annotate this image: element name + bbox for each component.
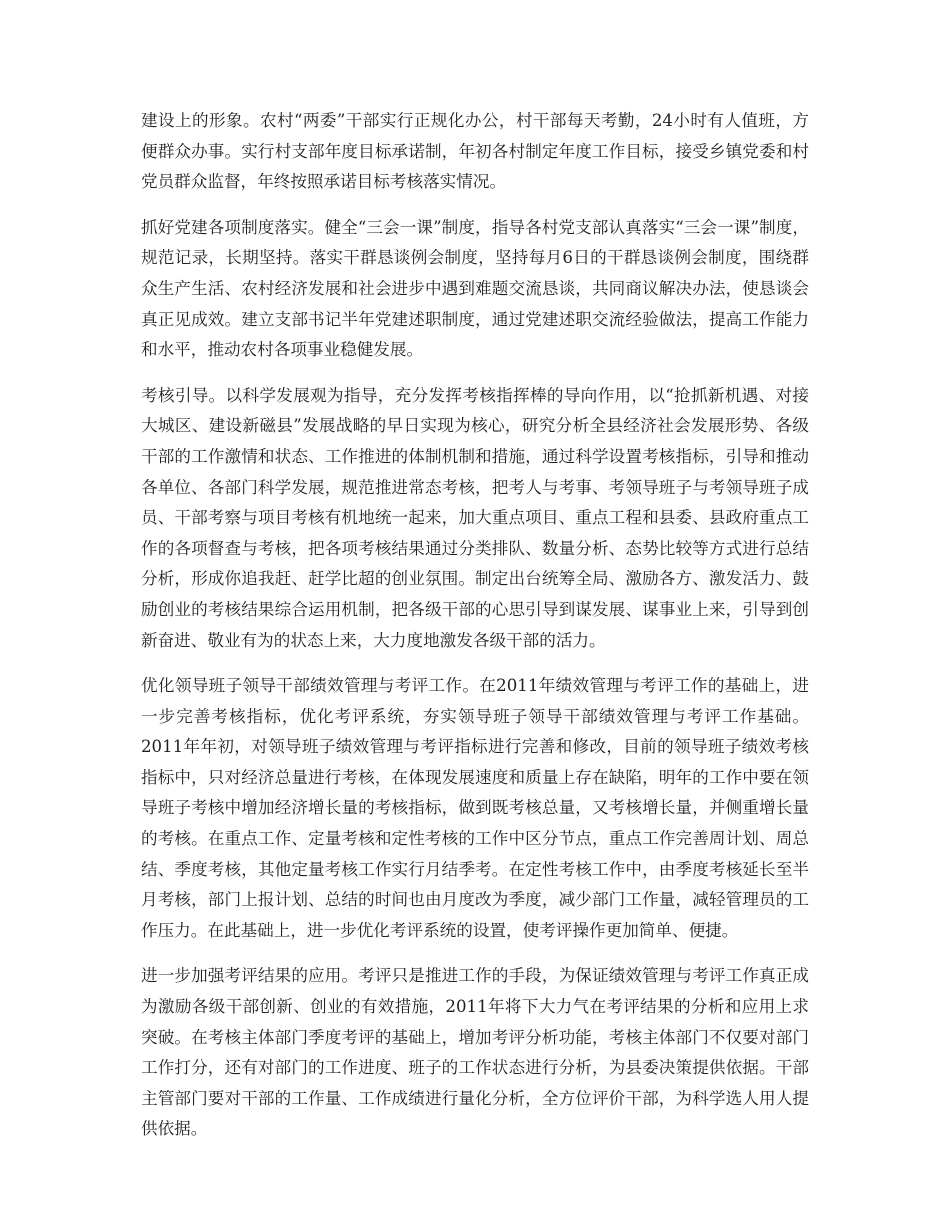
document-body: [141, 106, 809, 1160]
paragraph-2: 抓好党建各项制度落实。健全“三会一课”制度，指导各村党支部认真落实“三会一课”制度，规范记录，长期坚持。落实干群恳谈例会制度，坚持每月6日的干群恳谈例会制度，围绕群众生产生活、农村经济发展和社会进步中遇到难题交流恳谈，共同商议解决办法，使恳谈会真正见成效。建立支部书记半年党建述职制度，通过党建述职交流经验做法，提高工作能力和水平，推动农村各项事业稳健发展。: [141, 217, 809, 360]
paragraph-1: 建设上的形象。农村“两委”干部实行正规化办公，村干部每天考勤，24小时有人值班，方便群众办事。实行村支部年度目标承诺制，年初各村制定年度工作目标，接受乡镇党委和村党员群众监督，年终按照承诺目标考核落实情况。: [141, 111, 809, 192]
paragraph-4: 优化领导班子领导干部绩效管理与考评工作。在2011年绩效管理与考评工作的基础上，进一步完善考核指标，优化考评系统，夯实领导班子领导干部绩效管理与考评工作基础。2011年年初，对领导班子绩效管理与考评指标进行完善和修改，目前的领导班子绩效考核指标中，只对经济总量进行考核，在体现发展速度和质量上存在缺陷，明年的工作中要在领导班子考核中增加经济增长量的考核指标，做到既考核总量，又考核增长量，并侧重增长量的考核。在重点工作、定量考核和定性考核的工作中区分节点，重点工作完善周计划、周总结、季度考核，其他定量考核工作实行月结季考。在定性考核工作中，由季度考核延长至半月考核，部门上报计划、总结的时间也由月度改为季度，减少部门工作量，减轻管理员的工作压力。在此基础上，进一步优化考评系统的设置，使考评操作更加简单、便捷。: [141, 676, 809, 940]
paragraph-5: 进一步加强考评结果的应用。考评只是推进工作的手段，为保证绩效管理与考评工作真正成为激励各级干部创新、创业的有效措施，2011年将下大力气在考评结果的分析和应用上求突破。在考核主体部门季度考评的基础上，增加考评分析功能，考核主体部门不仅要对部门工作打分，还有对部门的工作进度、班子的工作状态进行分析，为县委决策提供依据。干部主管部门要对干部的工作量、工作成绩进行量化分析，全方位评价干部，为科学选人用人提供依据。: [141, 966, 809, 1139]
paragraph-3: 考核引导。以科学发展观为指导，充分发挥考核指挥棒的导向作用，以“抢抓新机遇、对接大城区、建设新磁县”发展战略的早日实现为核心，研究分析全县经济社会发展形势、各级干部的工作激情和状态、工作推进的体制机制和措施，通过科学设置考核指标，引导和推动各单位、各部门科学发展，规范推进常态考核，把考人与考事、考领导班子与考领导班子成员、干部考察与项目考核有机地统一起来，加大重点项目、重点工程和县委、县政府重点工作的各项督查与考核，把各项考核结果通过分类排队、数量分析、态势比较等方式进行总结分析，形成你追我赶、赶学比超的创业氛围。制定出台统筹全局、激励各方、激发活力、鼓励创业的考核结果综合运用机制，把各级干部的心思引导到谋发展、谋事业上来，引导到创新奋进、敬业有为的状态上来，大力度地激发各级干部的活力。: [141, 385, 809, 650]
